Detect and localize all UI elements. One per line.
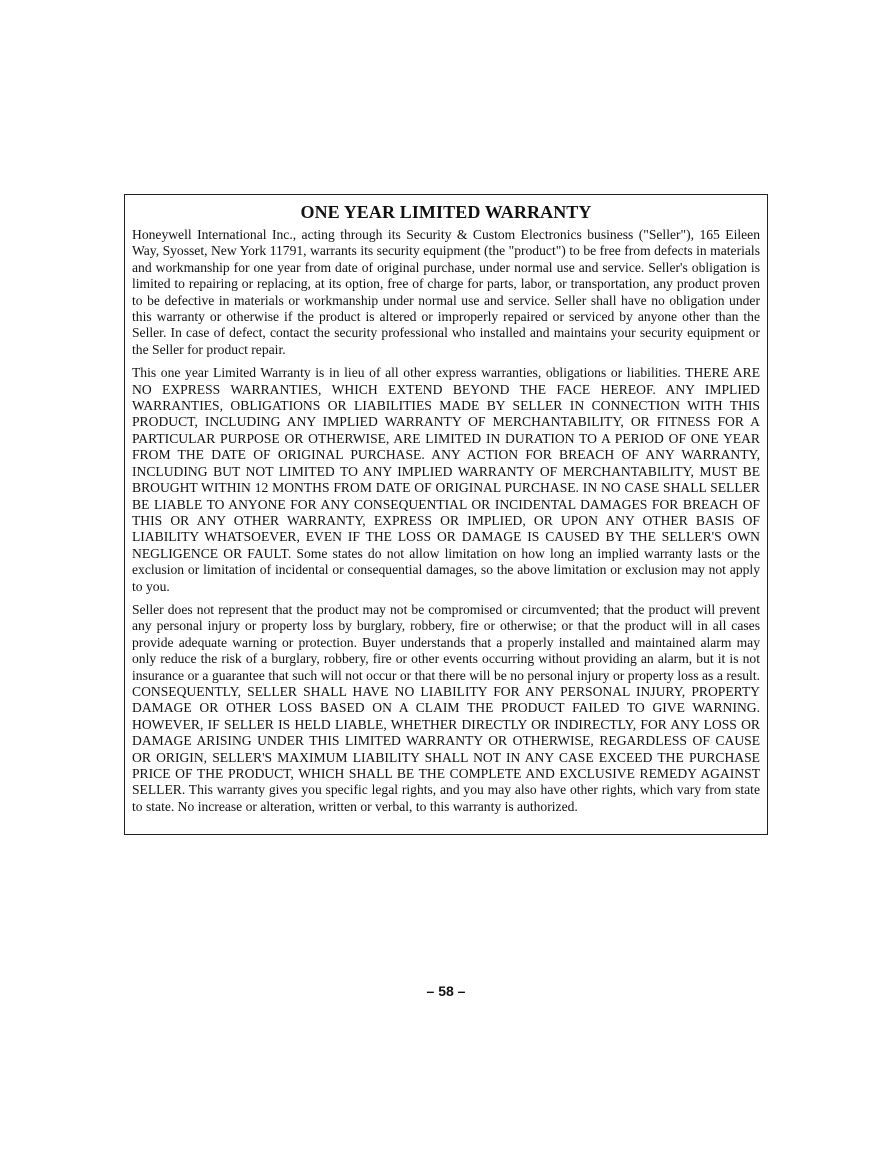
warranty-box [124,194,768,835]
warranty-paragraph-implied-warranties: This one year Limited Warranty is in lieu of all other express warranties, obligations or liabilities. THERE ARE NO EXPRESS WARRANTIES, WHICH EXTEND BEYOND THE FACE HEREOF. ANY IMPLIED WARRANTIES, OBLIGATIONS OR LIABILITIES MADE BY SELLER IN CONNECTION WITH THIS PRODUCT, INCLUDING ANY IMPLIED WARRANTY OF MERCHANTABILITY, OR FITNESS FOR A PARTICULAR PURPOSE OR OTHERWISE, ARE LIMITED IN DURATION TO A PERIOD OF ONE YEAR FROM THE DATE OF ORIGINAL PURCHASE. ANY ACTION FOR BREACH OF ANY WARRANTY, INCLUDING BUT NOT LIMITED TO ANY IMPLIED WARRANTY OF MERCHANTABILITY, MUST BE BROUGHT WITHIN 12 MONTHS FROM DATE OF ORIGINAL PURCHASE. IN NO CASE SHALL SELLER BE LIABLE TO ANYONE FOR ANY CONSEQUENTIAL OR INCIDENTAL DAMAGES FOR BREACH OF THIS OR ANY OTHER WARRANTY, EXPRESS OR IMPLIED, OR UPON ANY OTHER BASIS OF LIABILITY WHATSOEVER, EVEN IF THE LOSS OR DAMAGE IS CAUSED BY THE SELLER'S OWN NEGLIGENCE OR FAULT. Some states do not allow limitation on how long an implied warranty lasts or the exclusion or limitation of incidental or consequential damages, so the above limitation or exclusion may not apply to you. [132,365,760,594]
page-number: – 58 – [426,983,466,999]
warranty-paragraph-liability-limits: Seller does not represent that the product may not be compromised or circumvented; that the product will prevent any personal injury or property loss by burglary, robbery, fire or otherwise; or that the product will in all cases provide adequate warning or protection. Buyer understands that a properly installed and maintained alarm may only reduce the risk of a burglary, robbery, fire or other events occurring without providing an alarm, but it is not insurance or a guarantee that such will not occur or that there will be no personal injury or property loss as a result. CONSEQUENTLY, SELLER SHALL HAVE NO LIABILITY FOR ANY PERSONAL INJURY, PROPERTY DAMAGE OR OTHER LOSS BASED ON A CLAIM THE PRODUCT FAILED TO GIVE WARNING. HOWEVER, IF SELLER IS HELD LIABLE, WHETHER DIRECTLY OR INDIRECTLY, FOR ANY LOSS OR DAMAGE ARISING UNDER THIS LIMITED WARRANTY OR OTHERWISE, REGARDLESS OF CAUSE OR ORIGIN, SELLER'S MAXIMUM LIABILITY SHALL NOT IN ANY CASE EXCEED THE PURCHASE PRICE OF THE PRODUCT, WHICH SHALL BE THE COMPLETE AND EXCLUSIVE REMEDY AGAINST SELLER. This warranty gives you specific legal rights, and you may also have other rights, which vary from state to state. No increase or alteration, written or verbal, to this warranty is authorized. [132,601,760,814]
warranty-paragraph-seller-obligation: Honeywell International Inc., acting through its Security & Custom Electronics business ("Seller"), 165 Eileen Way, Syosset, New York 11791, warrants its security equipment (the "product") to be free from defects in materials and workmanship for one year from date of original purchase, under normal use and service. Seller's obligation is limited to repairing or replacing, at its option, free of charge for parts, labor, or transportation, any product proven to be defective in materials or workmanship under normal use and service. Seller shall have no obligation under this warranty or otherwise if the product is altered or improperly repaired or serviced by anyone other than the Seller. In case of defect, contact the security professional who installed and maintains your security equipment or the Seller for product repair. [132,227,760,357]
warranty-title: ONE YEAR LIMITED WARRANTY [300,202,592,222]
